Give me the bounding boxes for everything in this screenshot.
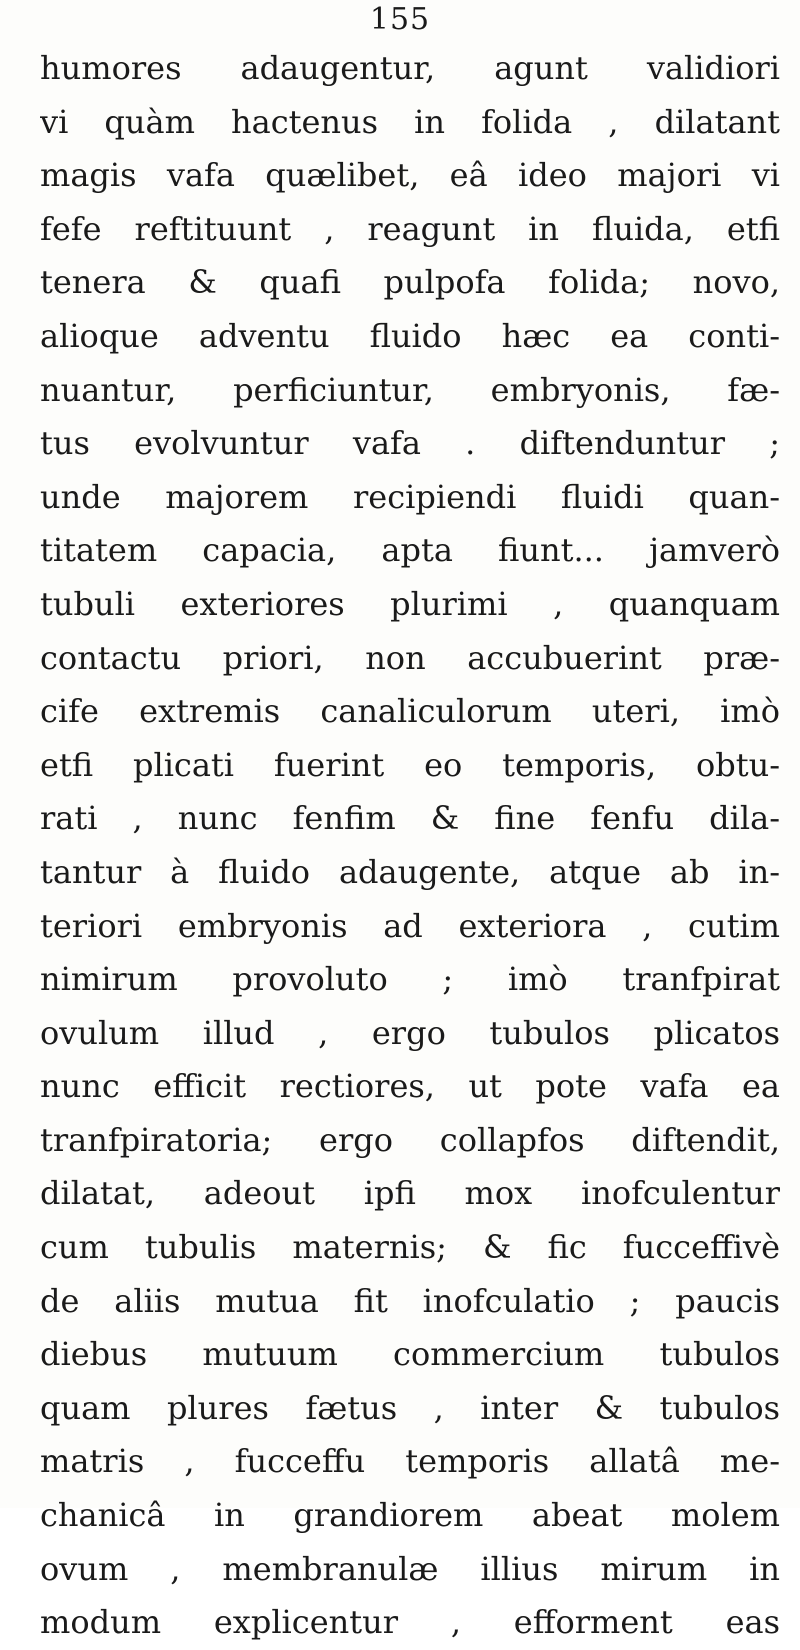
text-line: magis vafa quælibet, eâ ideo majori vi [40, 156, 780, 195]
text-line: cife extremis canaliculorum uteri, imò [40, 692, 780, 731]
text-line: nunc efficit rectiores, ut pote vafa ea [40, 1067, 780, 1106]
text-line: matris , fucceffu temporis allatâ me- [40, 1442, 780, 1481]
text-line: tantur à fluido adaugente, atque ab in- [40, 852, 780, 891]
text-line: tubuli exteriores plurimi , quanquam [40, 584, 780, 623]
text-line: fefe reftituunt , reagunt in fluida, etfi [40, 209, 780, 248]
text-line: quam plures fætus , inter & tubulos [40, 1388, 780, 1427]
text-line: tenera & quafi pulpofa folida; novo, [40, 263, 780, 302]
text-line: ovum , membranulæ illius mirum in [40, 1549, 780, 1588]
text-line: tus evolvuntur vafa . diftenduntur ; [40, 424, 780, 463]
text-line: humores adaugentur, agunt validiori [40, 49, 780, 87]
text-line: nimirum provoluto ; imò tranfpirat [40, 960, 780, 999]
text-line: cum tubulis maternis; & fic fucceffivè [40, 1228, 780, 1267]
text-line: unde majorem recipiendi fluidi quan- [40, 477, 780, 516]
text-line: chanicâ in grandiorem abeat molem [40, 1496, 780, 1535]
text-line: etfi plicati fuerint eo temporis, obtu- [40, 745, 780, 784]
text-line: rati , nunc fenfim & fine fenfu dila- [40, 799, 780, 838]
text-line: alioque adventu fluido hæc ea conti- [40, 316, 780, 355]
text-line: ovulum illud , ergo tubulos plicatos [40, 1013, 780, 1052]
text-line: modum explicentur , efforment eas [40, 1603, 780, 1642]
body-text [40, 42, 780, 1650]
text-line: vi quàm hactenus in folida , dilatant [40, 102, 780, 141]
text-line: diebus mutuum commercium tubulos [40, 1335, 780, 1374]
page-number: 155 [369, 2, 431, 37]
text-line: dilatat, adeout ipfi mox inofculentur [40, 1174, 780, 1213]
text-line: teriori embryonis ad exteriora , cutim [40, 906, 780, 945]
text-line: titatem capacia, apta fiunt... jamverò [40, 531, 780, 570]
text-line: nuantur, perficiuntur, embryonis, fæ- [40, 370, 780, 409]
text-line: tranfpiratoria; ergo collapfos diftendit, [40, 1120, 780, 1159]
text-line: contactu priori, non accubuerint præ- [40, 638, 780, 677]
text-line: de aliis mutua fit inofculatio ; paucis [40, 1281, 780, 1320]
